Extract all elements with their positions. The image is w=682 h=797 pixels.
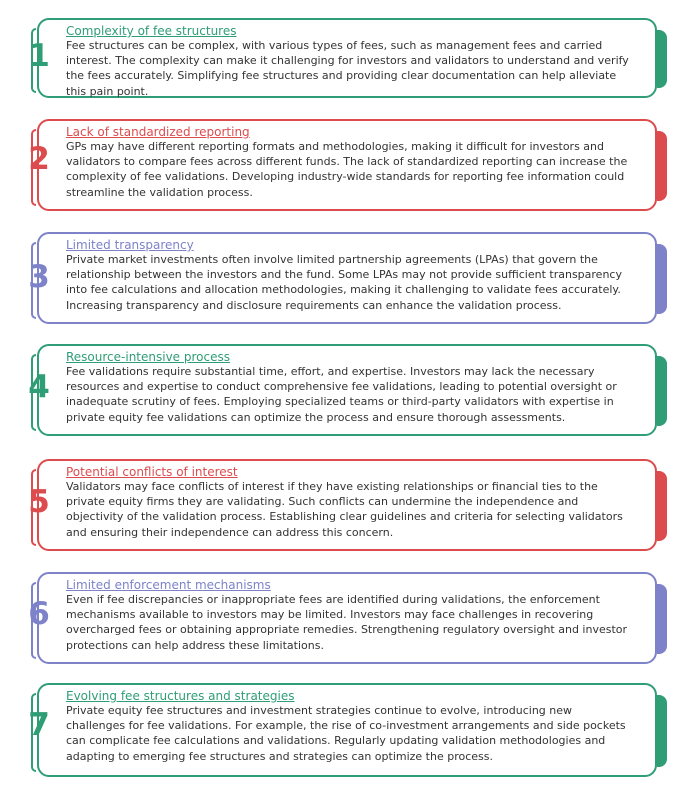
item-number: 2 xyxy=(28,141,50,177)
item-title: Evolving fee structures and strategies xyxy=(66,689,295,703)
item-number: 6 xyxy=(28,596,50,632)
item-number: 3 xyxy=(28,259,50,295)
item-text: Even if fee discrepancies or inappropriate fees are identified during validations, the enforcement mechanisms available to investors may be limited. Investors may face challenges in recovering overcharged fees or obtaining appropriate remedies. Strengthening regulatory oversight and investor protections can help address these limitations. xyxy=(66,593,628,652)
item-text: Private market investments often involve limited partnership agreements (LPAs) that govern the relationship between the investors and the fund. Some LPAs may not provide sufficient transparency into fee calculations and allocation methodologies, making it challenging to validate fees accurately. Increasing transparency and disclosure requirements can enhance the validation process. xyxy=(66,253,622,312)
item-title: Lack of standardized reporting xyxy=(66,125,250,139)
card-5 xyxy=(27,459,657,551)
item-title: Resource-intensive process xyxy=(66,350,230,364)
item-text: Fee validations require substantial time, effort, and expertise. Investors may lack the necessary resources and expertise to conduct comprehensive fee validations, leading to potential oversight or inadequate scrutiny of fees. Employing specialized teams or third-party validators with expertise in private equity fee validations can optimize the process and ensure thorough assessments. xyxy=(66,365,617,424)
item-title: Limited enforcement mechanisms xyxy=(66,578,271,592)
item-number: 1 xyxy=(28,38,50,74)
item-text: GPs may have different reporting formats and methodologies, making it difficult for investors and validators to compare fees across different funds. The lack of standardized reporting can increase the complexity of fee validations. Developing industry-wide standards for reporting fee information could streamline the validation process. xyxy=(66,140,628,199)
card-2 xyxy=(27,119,657,211)
card-3 xyxy=(27,232,657,324)
item-number: 7 xyxy=(28,707,50,743)
item-number: 4 xyxy=(28,369,50,405)
card-4 xyxy=(27,344,657,436)
item-text: Fee structures can be complex, with various types of fees, such as management fees and carried interest. The complexity can make it challenging for investors and validators to understand and verify the fees accurately. Simplifying fee structures and providing clear documentation can help alleviate this pain point. xyxy=(66,39,629,98)
item-title: Potential conflicts of interest xyxy=(66,465,238,479)
card-6 xyxy=(27,572,657,664)
item-number: 5 xyxy=(28,484,50,520)
card-1 xyxy=(27,18,657,98)
item-text: Validators may face conflicts of interest if they have existing relationships or financial ties to the private equity firms they are validating. Such conflicts can undermine the independence and objectivity of the validation process. Establishing clear guidelines and criteria for selecting validators and ensuring their independence can address this concern. xyxy=(66,480,623,539)
item-title: Complexity of fee structures xyxy=(66,24,237,38)
item-title: Limited transparency xyxy=(66,238,194,252)
item-text: Private equity fee structures and investment strategies continue to evolve, introducing new challenges for fee validations. For example, the rise of co-investment arrangements and side pockets can complicate fee calculations and validations. Regularly updating validation methodologies and adapting to emerging fee structures and strategies can optimize the process. xyxy=(66,704,626,763)
card-7 xyxy=(27,683,657,777)
